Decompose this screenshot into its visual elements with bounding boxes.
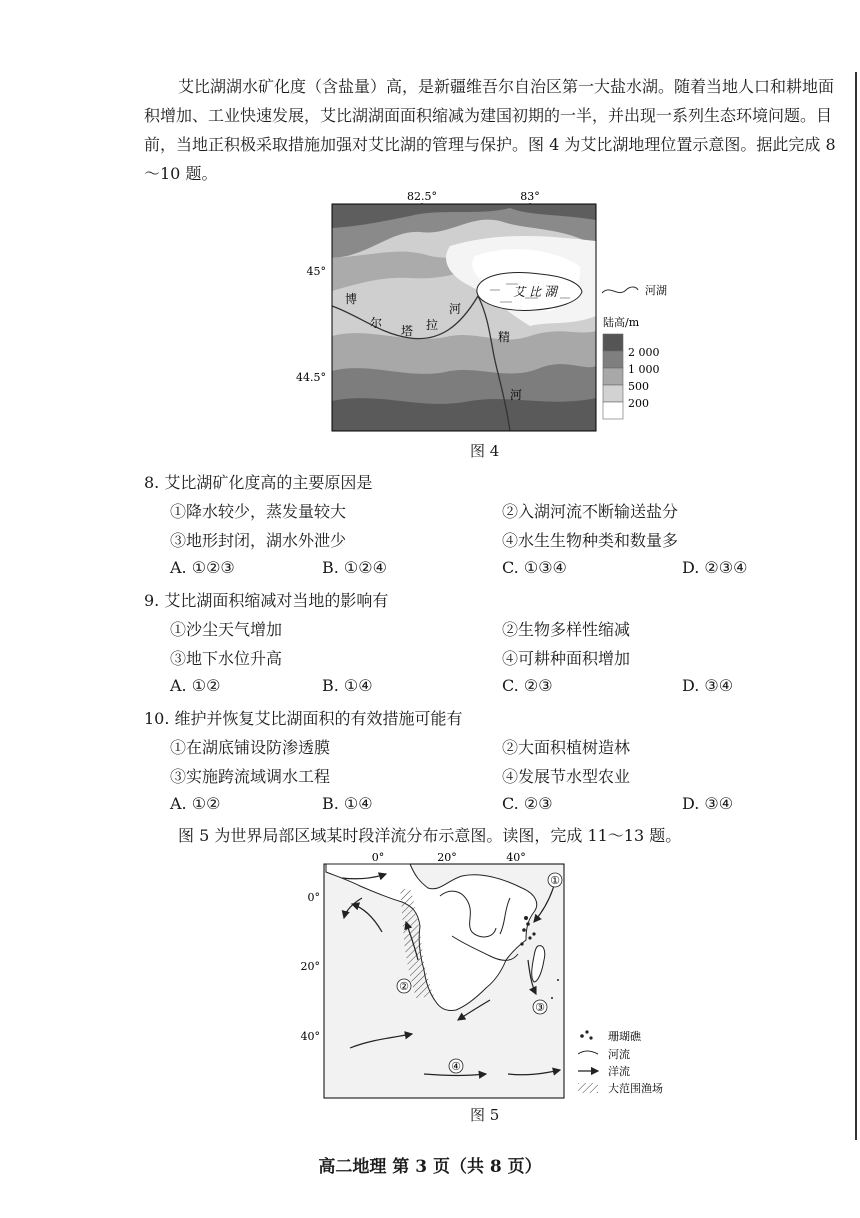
q9-option-b: B. ①④ [322, 676, 373, 695]
map4-lon-label: 82.5° [407, 190, 437, 203]
q9-option-d: D. ③④ [682, 676, 734, 695]
q8-item: ④水生生物种类和数量多 [502, 531, 679, 550]
q10-option-b: B. ①④ [322, 794, 373, 813]
map4-legend-swatch [603, 368, 623, 385]
q8-item: ②入湖河流不断输送盐分 [502, 502, 679, 521]
q8-option-b: B. ①②④ [322, 558, 387, 577]
map5-legend-fishery: 大范围渔场 [608, 1082, 663, 1095]
q9-stem: 9. 艾比湖面积缩减对当地的影响有 [144, 591, 389, 610]
map5-current-label: ② [399, 980, 409, 993]
map4-river-char: 河 [449, 302, 462, 316]
map4-legend-level: 1 000 [628, 363, 660, 376]
map4-lat-label: 45° [306, 265, 326, 278]
map4-legend-swatch [603, 351, 623, 368]
map4-legend-river-label: 河湖 [645, 284, 667, 297]
map4-legend-swatch [603, 402, 623, 419]
q10-item: ③实施跨流域调水工程 [170, 767, 331, 786]
map5-legend [578, 1029, 663, 1095]
q10-option-c: C. ②③ [502, 794, 553, 813]
map5-ocean-land [324, 864, 564, 1098]
map4-legend-swatch [603, 385, 623, 402]
q10-option-d: D. ③④ [682, 794, 734, 813]
q8-option-a: A. ①②③ [170, 558, 235, 577]
map4-legend [602, 283, 667, 419]
q10-item: ②大面积植树造林 [502, 738, 631, 757]
right-margin-line [855, 72, 857, 1140]
q10-item: ④发展节水型农业 [502, 767, 631, 786]
map4-river-char: 拉 [426, 318, 439, 332]
map5-lat-label: 0° [307, 891, 320, 904]
map4-legend-swatch [603, 334, 623, 351]
q9-option-c: C. ②③ [502, 676, 553, 695]
intro-paragraph: 艾比湖湖水矿化度（含盐量）高，是新疆维吾尔自治区第一大盐水湖。随着当地人口和耕地面积增加、工业快速发展，艾比湖湖面面积缩减为建国初期的一半，并出现一系列生态环境问题。目前，当地正积极采取措施加强对艾比湖的管理与保护。图 4 为艾比湖地理位置示意图。据此完成 8～10 题。 [144, 77, 836, 183]
map5-current-label: ④ [451, 1060, 461, 1073]
map5-legend-current: 洋流 [608, 1065, 630, 1078]
intro2-paragraph: 图 5 为世界局部区域某时段洋流分布示意图。读图，完成 11～13 题。 [178, 826, 682, 845]
map4-river-char: 精 [498, 330, 511, 344]
figure-4-map [296, 186, 700, 436]
figure-5-caption: 图 5 [470, 1106, 500, 1124]
figure-4-caption: 图 4 [470, 442, 500, 460]
map5-current-label: ③ [535, 1001, 545, 1014]
map5-legend-coral: 珊瑚礁 [608, 1030, 641, 1043]
figure-5-map [290, 848, 690, 1100]
map4-river-char: 博 [345, 292, 358, 306]
map4-legend-level: 2 000 [628, 346, 660, 359]
map5-lon-label: 40° [506, 851, 526, 864]
map4-river-char: 河 [510, 388, 523, 402]
map5-lon-label: 20° [437, 851, 457, 864]
q9-item: ③地下水位升高 [170, 649, 283, 668]
q10-item: ①在湖底铺设防渗透膜 [170, 738, 331, 757]
map5-current-label: ① [550, 874, 560, 887]
map4-lake-label: 艾 比 湖 [513, 285, 557, 299]
q9-option-a: A. ①② [170, 676, 221, 695]
q10-stem: 10. 维护并恢复艾比湖面积的有效措施可能有 [144, 709, 463, 728]
q8-option-c: C. ①③④ [502, 558, 567, 577]
map5-lat-label: 40° [300, 1030, 320, 1043]
map5-lon-label: 0° [371, 851, 385, 864]
map4-legend-title: 陆高/m [603, 316, 640, 329]
map4-river-char: 尔 [370, 316, 383, 330]
map4-lon-label: 83° [520, 190, 540, 203]
map4-river-char: 塔 [401, 324, 414, 338]
map5-legend-river: 河流 [608, 1048, 630, 1061]
map4-lat-label: 44.5° [296, 371, 326, 384]
q8-item: ③地形封闭，湖水外泄少 [170, 531, 347, 550]
q9-item: ④可耕种面积增加 [502, 649, 631, 668]
q10-option-a: A. ①② [170, 794, 221, 813]
map5-lat-label: 20° [300, 960, 320, 973]
q8-stem: 8. 艾比湖矿化度高的主要原因是 [144, 473, 373, 492]
q9-item: ①沙尘天气增加 [170, 620, 283, 639]
q8-item: ①降水较少，蒸发量较大 [170, 502, 347, 521]
page-footer: 高二地理 第 3 页（共 8 页） [318, 1157, 542, 1177]
map4-legend-level: 500 [628, 380, 649, 393]
q9-item: ②生物多样性缩减 [502, 620, 631, 639]
map4-legend-level: 200 [628, 397, 649, 410]
q8-option-d: D. ②③④ [682, 558, 748, 577]
